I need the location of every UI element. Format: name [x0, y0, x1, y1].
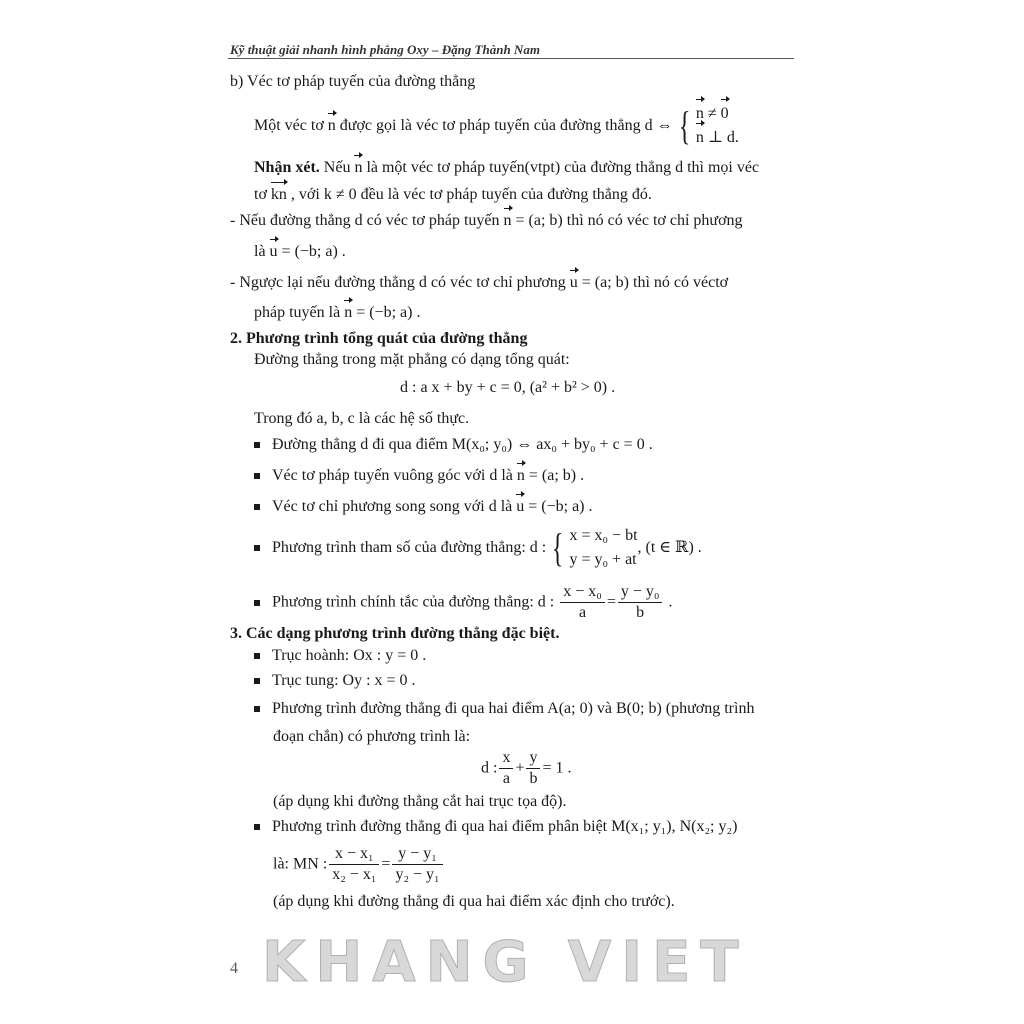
header-rule	[228, 58, 794, 59]
list-item	[254, 582, 672, 623]
dash2-b: = (a; b) thì nó có véctơ	[577, 274, 729, 291]
vector-kn: kn	[270, 186, 287, 203]
note-1: (áp dụng khi đường thẳng cắt hai trục tọa độ).	[273, 793, 567, 810]
list-item	[254, 671, 416, 691]
dash1-b: = (a; b) thì nó có véc tơ chỉ phương	[511, 212, 743, 229]
system-brace: {	[678, 103, 691, 148]
bullet-icon	[254, 442, 260, 448]
fraction	[499, 748, 513, 789]
bullet-icon	[254, 504, 260, 510]
vector-n: n	[354, 159, 363, 176]
bullet-icon	[254, 545, 260, 551]
list-item	[254, 817, 737, 837]
bullet-icon	[254, 653, 260, 659]
list-item-cont: đoạn chắn) có phương trình là:	[273, 728, 471, 745]
publisher-watermark: KHANG VIET	[262, 930, 749, 995]
fraction	[618, 582, 663, 623]
dash-item-2	[230, 273, 728, 293]
bullet-icon	[254, 678, 260, 684]
param-eq-x: x = x₀ − bt	[569, 527, 638, 544]
remark-line-1	[254, 158, 759, 178]
list-item	[254, 646, 426, 666]
denominator: y₂ − y₁	[395, 866, 440, 883]
list-item	[254, 466, 584, 486]
item-text: Trục hoành: Ox : y = 0 .	[272, 647, 427, 664]
dash1-a: - Nếu đường thẳng d có véc tơ pháp tuyến	[230, 212, 504, 229]
vector-n: n	[503, 212, 512, 229]
bullet-icon	[254, 706, 260, 712]
parametric-system	[569, 524, 637, 572]
equals: =	[381, 855, 391, 873]
vector-n: n	[696, 126, 704, 150]
bullet-icon	[254, 473, 260, 479]
fraction	[526, 748, 540, 789]
list-item	[254, 497, 593, 517]
item-text: Véc tơ chỉ phương song song với d là	[272, 498, 517, 515]
remark-l2b: , với k ≠ 0 đều là véc tơ pháp tuyến của đường thẳng đó.	[286, 186, 652, 203]
numerator: y	[526, 748, 540, 769]
item-text: Véc tơ pháp tuyến vuông góc với d là	[272, 467, 517, 484]
condition-system: n ≠ 0 n ⊥ d.	[696, 102, 739, 150]
remark-line-2	[254, 185, 652, 205]
normal-vector-definition	[254, 102, 739, 150]
bullet-icon	[254, 824, 260, 830]
remark-label: Nhận xét.	[254, 159, 320, 176]
list-item	[254, 435, 653, 455]
numerator: y − y₀	[618, 582, 663, 603]
item-text-2: = (−b; a) .	[524, 498, 593, 515]
vector-n: n	[696, 102, 704, 126]
param-eq-y: y = y₀ + at	[569, 551, 637, 568]
vector-u: u	[569, 274, 578, 291]
equals: =	[606, 593, 616, 611]
item-text: Phương trình đường thẳng đi qua hai điểm phân biệt M(x₁; y₁), N(x₂; y₂)	[272, 818, 738, 835]
vector-n: n	[327, 117, 336, 134]
dash2-c: pháp tuyến là	[254, 304, 345, 321]
eq-suffix: = 1 .	[542, 759, 572, 777]
remark-text: Nếu	[323, 159, 351, 176]
def-text: Một véc tơ	[254, 117, 324, 134]
item-text: Phương trình chính tắc của đường thẳng: d :	[272, 593, 555, 611]
list-item	[254, 699, 754, 719]
system-brace: {	[552, 525, 564, 570]
fraction	[392, 844, 442, 885]
dash1-d: = (−b; a) .	[277, 243, 346, 260]
eq-prefix: d :	[481, 759, 498, 777]
numerator: x − x₁	[329, 844, 379, 865]
remark-text-2: là một véc tơ pháp tuyến(vtpt) của đường thẳng d thì mọi véc	[366, 159, 760, 176]
item-text: Trục tung: Oy : x = 0 .	[272, 672, 416, 689]
fraction	[560, 582, 605, 623]
list-item	[254, 524, 702, 572]
dash2-a: - Ngược lại nếu đường thẳng d có véc tơ chỉ phương	[230, 274, 570, 291]
note-2: (áp dụng khi đường thẳng đi qua hai điểm xác định cho trước).	[273, 893, 675, 910]
two-point-equation	[273, 844, 445, 885]
running-header: Kỹ thuật giải nhanh hình phẳng Oxy – Đặng Thành Nam	[230, 42, 540, 57]
cond2-op: ⊥ d	[703, 129, 735, 146]
denominator: b	[636, 604, 645, 621]
denominator: x₂ − x₁	[332, 866, 377, 883]
remark-l2a: tơ	[254, 186, 271, 203]
item-text: Phương trình tham số của đường thẳng: d :	[272, 539, 547, 556]
section-b-title: b) Véc tơ pháp tuyến của đường thẳng	[230, 73, 476, 90]
page-number: 4	[230, 960, 238, 977]
plus: +	[515, 759, 525, 777]
dash2-d: = (−b; a) .	[352, 304, 421, 321]
coefficients-note: Trong đó a, b, c là các hệ số thực.	[254, 410, 470, 427]
item-text: Phương trình đường thẳng đi qua hai điểm A(a; 0) và B(0; b) (phương trình	[272, 700, 755, 717]
vector-u: u	[516, 498, 525, 515]
denominator: a	[578, 604, 587, 621]
zero-vector: 0	[721, 102, 729, 126]
cond1-op: ≠	[703, 105, 721, 122]
vector-n: n	[516, 467, 525, 484]
bullet-icon	[254, 600, 260, 606]
numerator: x − x₀	[560, 582, 605, 603]
item-text-2: = (a; b) .	[524, 467, 585, 484]
eq-prefix: là: MN :	[273, 855, 328, 873]
def-text-2: được gọi là véc tơ pháp tuyến của đường thẳng d ⇔	[339, 117, 673, 134]
dash-item-1	[230, 211, 743, 231]
item-text: Đường thẳng d đi qua điểm M(x₀; y₀) ⇔ ax₀ + by₀ + c = 0 .	[272, 436, 653, 453]
section-3-title: 3. Các dạng phương trình đường thẳng đặc biệt.	[230, 625, 560, 642]
dash1-c: là	[254, 243, 270, 260]
intercept-equation	[481, 748, 572, 789]
fraction	[329, 844, 379, 885]
denominator: b	[529, 770, 538, 787]
dash-item-2-cont	[254, 303, 420, 323]
numerator: y − y₁	[392, 844, 442, 865]
item-text-2: .	[664, 593, 673, 611]
numerator: x	[499, 748, 513, 769]
denominator: a	[502, 770, 510, 787]
dash-item-1-cont	[254, 242, 346, 262]
vector-n: n	[344, 304, 353, 321]
section-2-intro: Đường thẳng trong mặt phẳng có dạng tổng quát:	[254, 351, 570, 368]
item-text-2: , (t ∈ ℝ) .	[637, 539, 702, 556]
general-equation: d : a x + by + c = 0, (a² + b² > 0) .	[400, 379, 616, 396]
section-2-title: 2. Phương trình tổng quát của đường thẳng	[230, 330, 528, 347]
vector-u: u	[269, 243, 278, 260]
